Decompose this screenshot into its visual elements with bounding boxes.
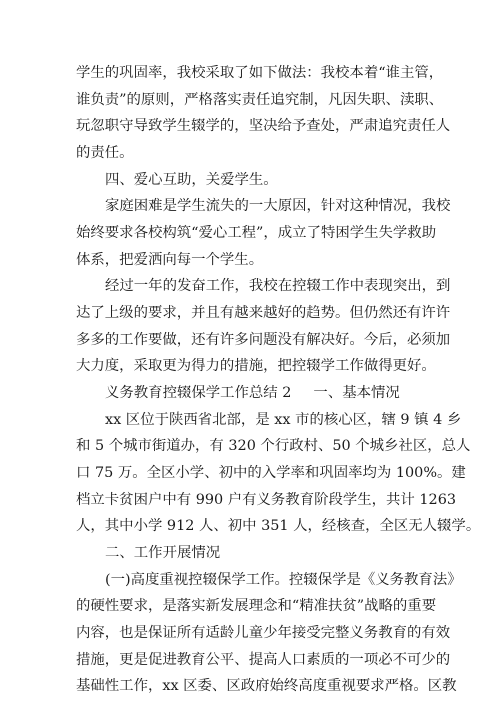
paragraph-line: 基础性工作，xx 区委、区政府始终高度重视要求严格。区教	[76, 678, 457, 695]
paragraph-line: 口 75 万。全区小学、初中的入学率和巩固率均为 100%。建	[76, 465, 466, 481]
paragraph-line: 措施，更是促进教育公平、提高人口素质的一项必不可少的	[76, 651, 451, 668]
paragraph-line: 经过一年的发奋工作，我校在控辍工作中表现突出，到	[105, 278, 451, 295]
document-title: 义务教育控辍保学工作总结 2	[105, 385, 292, 401]
paragraph-line: xx 区位于陕西省北部，是 xx 市的核心区，辖 9 镇 4 乡	[105, 411, 462, 428]
paragraph-line: 内容，也是保证所有适龄儿童少年接受完整义务教育的有效	[76, 625, 451, 641]
paragraph-line: 档立卡贫困户中有 990 户有义务教育阶段学生，共计 1263	[76, 491, 457, 508]
paragraph-line: 玩忽职守导致学生辍学的，坚决给予查处，严肃追究责任人	[76, 118, 451, 135]
paragraph-line: 谁负责”的原则，严格落实责任追究制，凡因失职、渎职、	[76, 91, 444, 108]
paragraph-line: 始终要求各校构筑“爱心工程”，成立了特困学生失学救助	[76, 225, 437, 241]
section-heading: 二、工作开展情况	[105, 545, 221, 561]
paragraph-line: 学生的巩固率，我校采取了如下做法：我校本着“谁主管，	[76, 65, 444, 81]
paragraph-line: 家庭困难是学生流失的一大原因，针对这种情况，我校	[105, 198, 451, 215]
paragraph-line: 的责任。	[76, 145, 134, 161]
paragraph-line: 体系，把爱洒向每一个学生。	[76, 251, 264, 268]
paragraph-line: (一)高度重视控辍保学工作。控辍保学是《义务教育法》	[105, 571, 462, 588]
paragraph-line: 和 5 个城市街道办，有 320 个行政村、50 个城乡社区，总人	[76, 438, 471, 455]
document-title-line	[105, 380, 445, 407]
paragraph-line: 达了上级的要求，并且有越来越好的趋势。但仍然还有许许	[76, 305, 451, 321]
paragraph-line: 多多的工作要做，还有许多问题没有解决好。今后，必须加	[76, 331, 451, 348]
section-heading: 一、基本情况	[313, 385, 400, 401]
paragraph-line: 的硬性要求，是落实新发展理念和“精准扶贫”战略的重要	[76, 598, 437, 615]
paragraph-line: 人，其中小学 912 人、初中 351 人，经核查，全区无人辍学。	[76, 518, 481, 535]
paragraph-line: 大力度，采取更为得力的措施，把控辍学工作做得更好。	[76, 358, 436, 375]
section-heading: 四、爱心互助，关爱学生。	[105, 171, 278, 188]
